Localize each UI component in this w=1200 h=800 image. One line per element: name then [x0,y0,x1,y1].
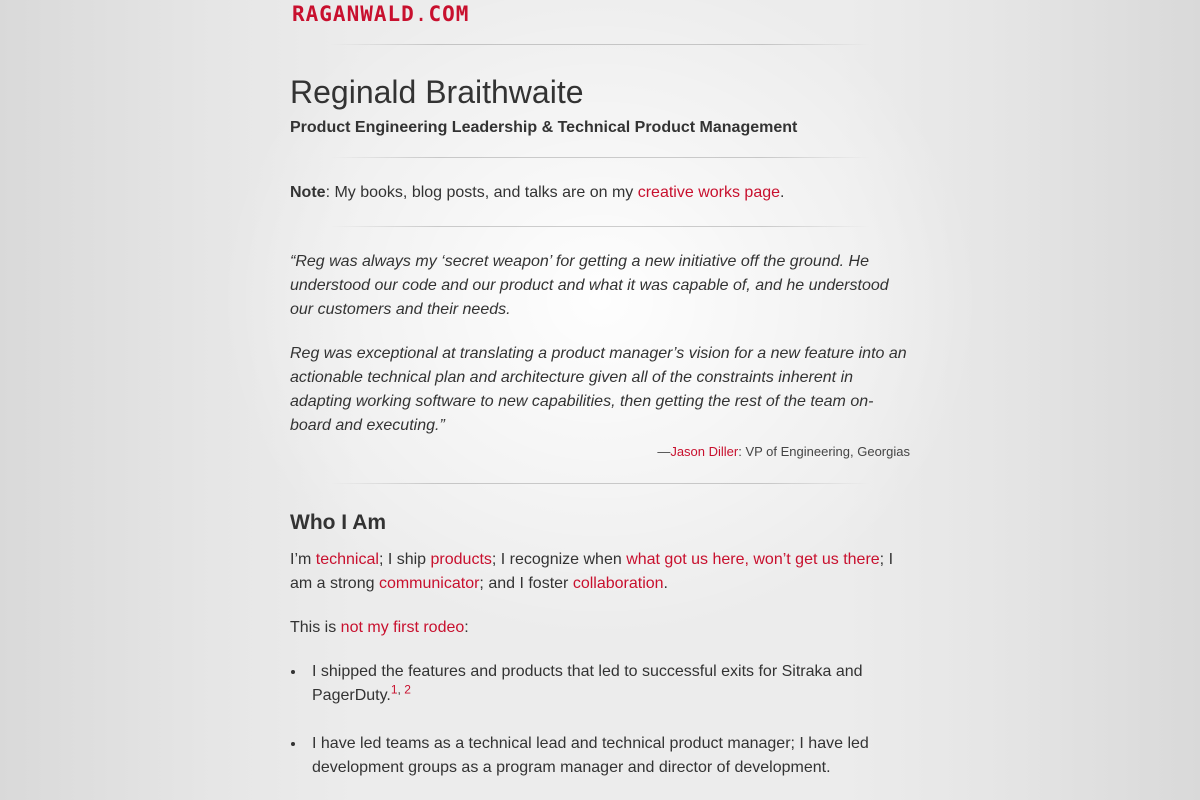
divider [330,483,870,484]
rodeo-colon: : [464,619,469,636]
products-link[interactable]: products [430,551,492,568]
list-item-text: I have led teams as a technical lead and technical product manager; I have led development groups as a program manager and director of development. [312,735,869,776]
footnote-separator: , [397,682,405,697]
what-got-us-here-link[interactable]: what got us here, won’t get us there [626,551,880,568]
experience-list [290,660,906,780]
collaboration-link[interactable]: collaboration [572,575,664,592]
logo-tld: COM [428,2,470,26]
note-label: Note [290,184,326,201]
section-heading-who-i-am: Who I Am [290,511,387,534]
intro-text: I’m [290,551,316,568]
intro-text: ; and I foster [479,575,573,592]
intro-text: ; I recognize when [491,551,627,568]
divider [330,157,870,158]
intro-text: ; I am a strong [290,551,894,592]
rodeo-paragraph [290,616,910,640]
list-item-text: I shipped the features and products that led to successful exits for Sitraka and PagerDuty. [312,663,863,704]
creative-works-link[interactable]: creative works page [637,184,781,201]
footnote-link-1[interactable]: 1 [390,682,398,697]
attribution-dash: — [657,444,671,459]
logo-dot: . [414,2,429,26]
note-paragraph [290,181,910,205]
site-logo[interactable] [292,2,469,26]
note-text: : My books, blog posts, and talks are on my [325,184,638,201]
list-item [306,660,906,708]
intro-paragraph [290,548,910,596]
logo-main: RAGANWALD [292,2,415,26]
page-subtitle: Product Engineering Leadership & Technical Product Management [290,119,798,136]
intro-text: . [663,575,668,592]
attribution-role: : VP of Engineering, Georgias [738,444,910,459]
communicator-link[interactable]: communicator [378,575,480,592]
rodeo-text: This is [290,619,341,636]
not-my-first-rodeo-link[interactable]: not my first rodeo [340,619,465,636]
note-period: . [780,184,785,201]
jason-diller-link[interactable]: Jason Diller [670,444,739,459]
footnote-refs [391,683,411,697]
intro-text: ; I ship [378,551,431,568]
testimonial-paragraph-2: Reg was exceptional at translating a product manager’s vision for a new feature into an actionable technical plan and architecture given all of the constraints inherent in adapting working software to new capabilities, then getting the rest of the team on-board and executing.” [290,345,907,434]
divider [330,44,870,45]
footnote-link-2[interactable]: 2 [404,682,411,697]
list-item [306,732,906,780]
testimonial-attribution [657,444,910,459]
page-title: Reginald Braithwaite [290,74,584,110]
technical-link[interactable]: technical [315,551,379,568]
testimonial-paragraph-1: “Reg was always my ‘secret weapon’ for getting a new initiative off the ground. He understood our code and our product and what it was capable of, and he understood our customers and their needs. [290,253,889,318]
divider [330,226,870,227]
